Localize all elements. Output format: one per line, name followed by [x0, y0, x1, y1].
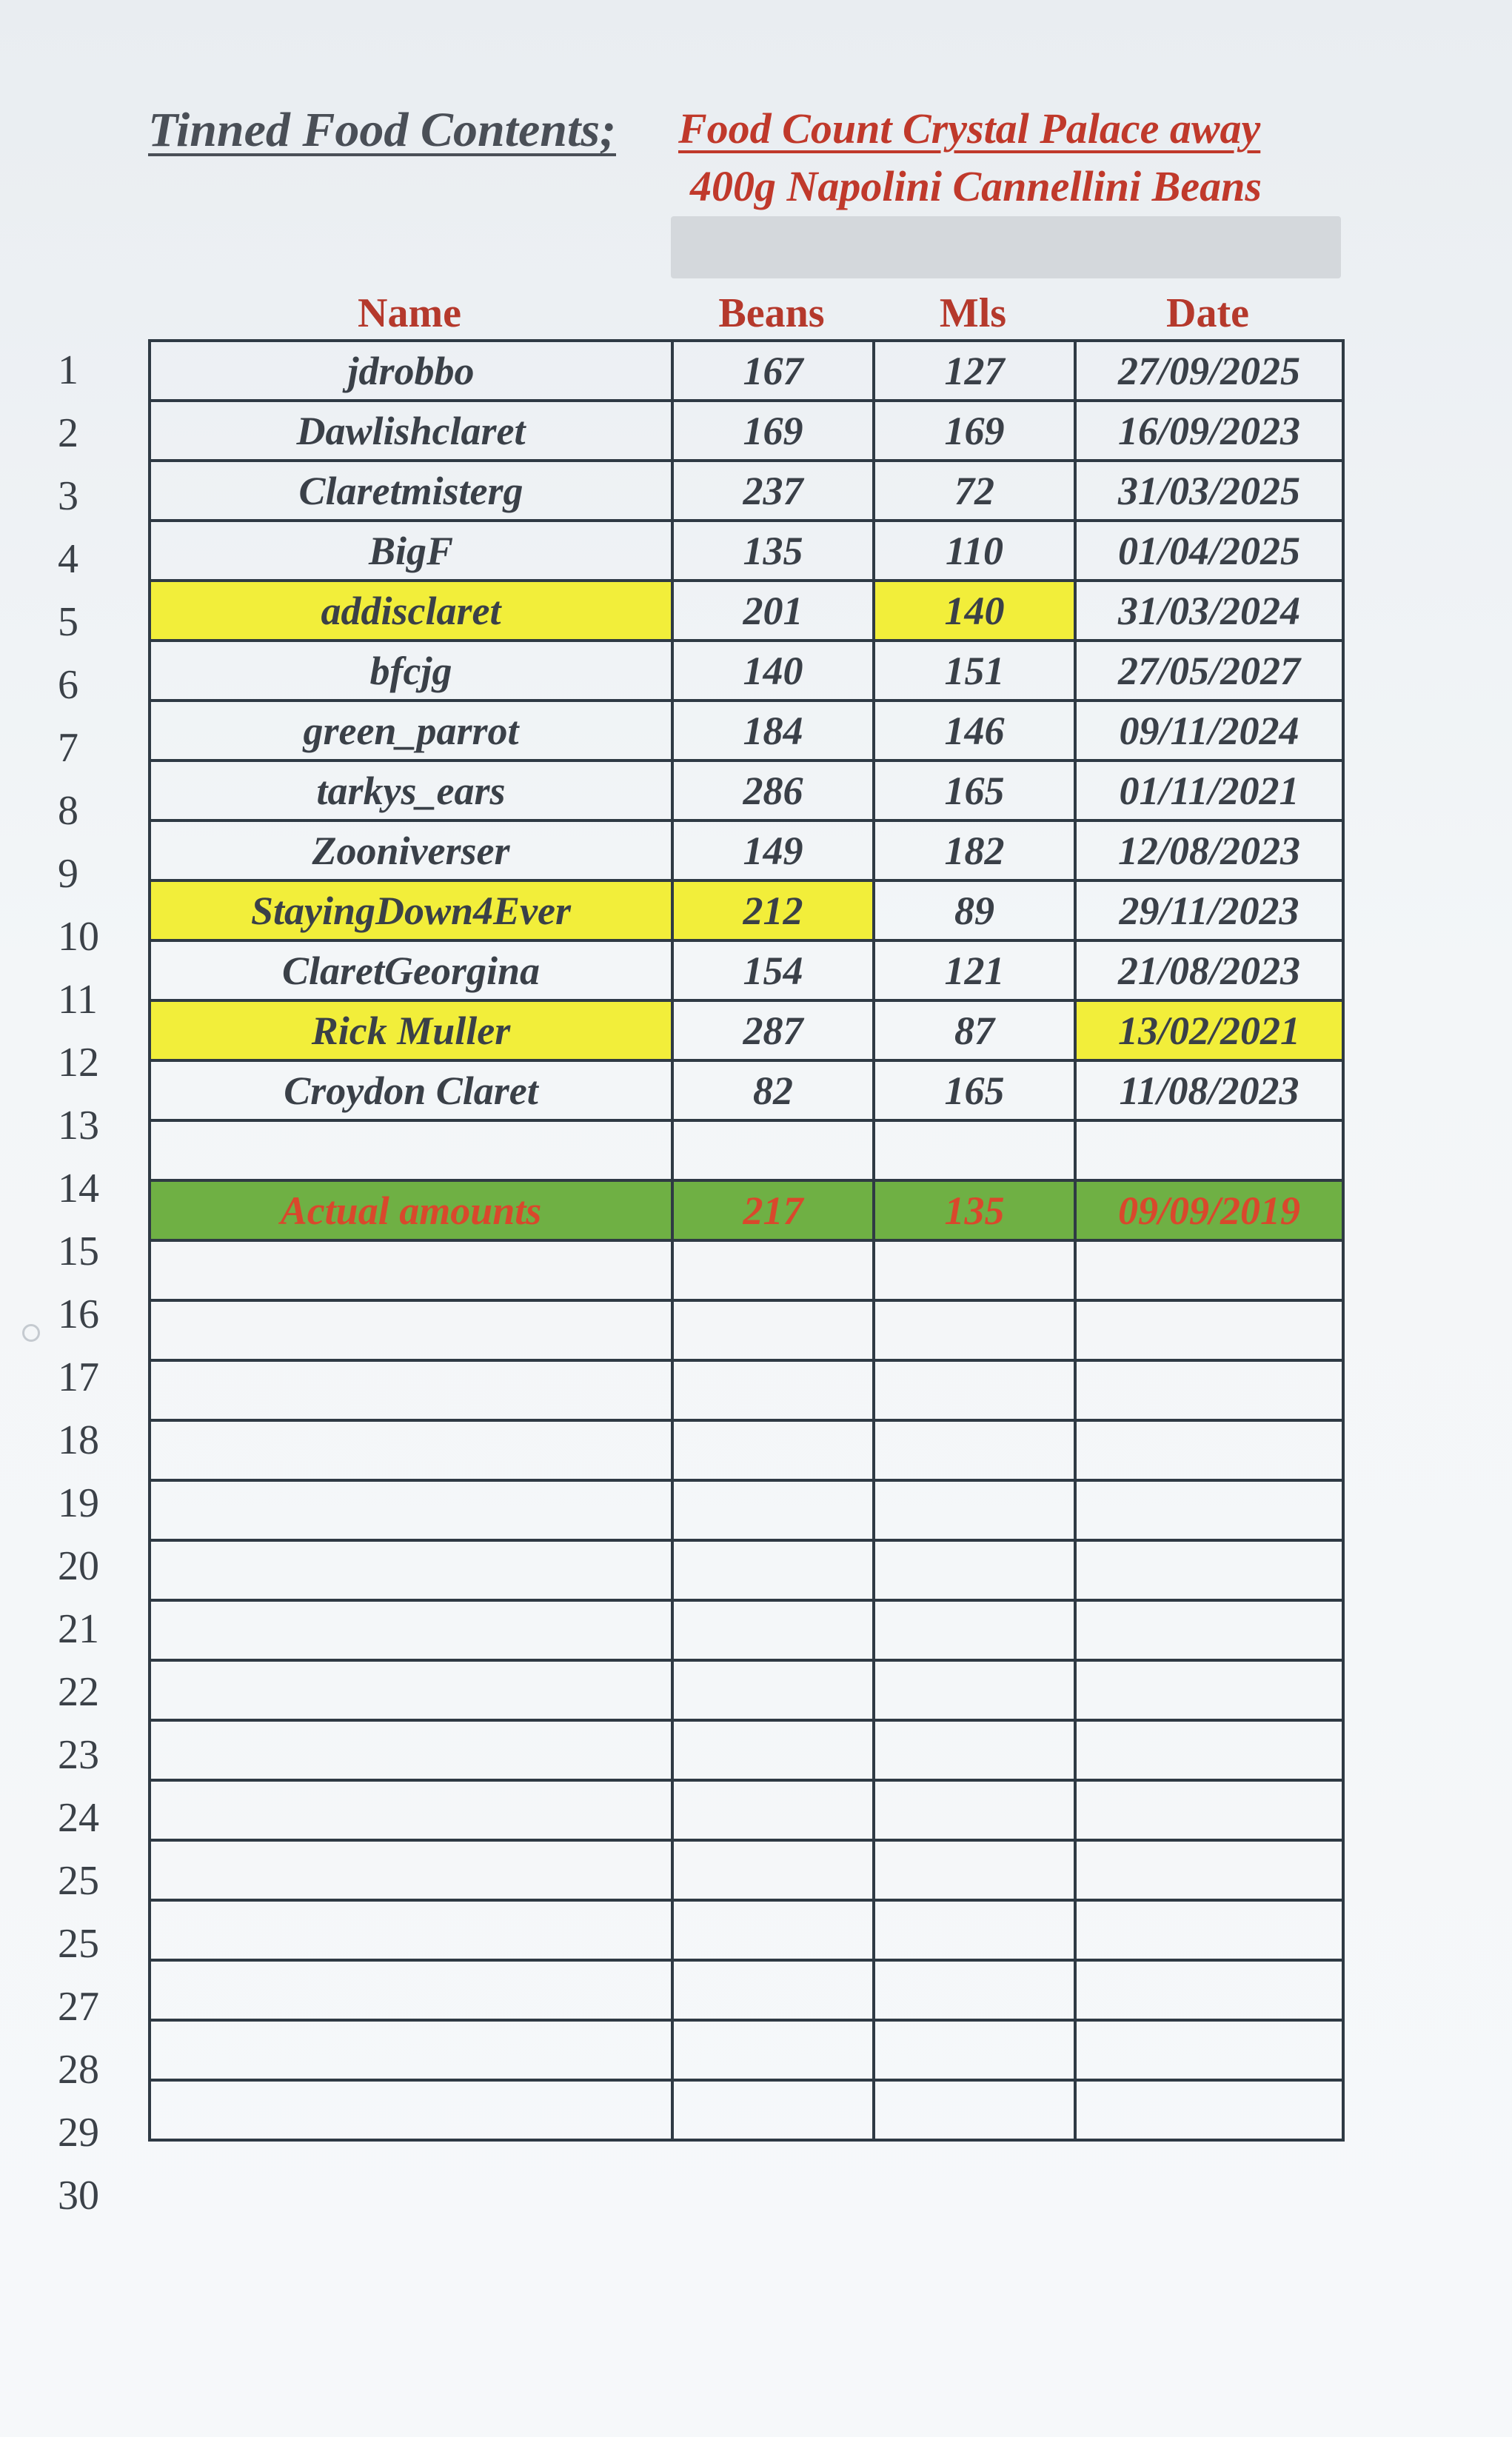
cell-date [1075, 1420, 1343, 1480]
row-number: 5 [58, 599, 78, 645]
cell-date: 01/11/2021 [1075, 760, 1343, 820]
cell-name [150, 1720, 672, 1780]
cell-mls [874, 1540, 1075, 1600]
cell-name [150, 1540, 672, 1600]
row-number: 6 [58, 662, 78, 708]
cell-beans: 140 [672, 641, 874, 701]
cell-name [150, 1420, 672, 1480]
cell-mls: 121 [874, 940, 1075, 1000]
cell-mls [874, 1600, 1075, 1660]
cell-beans [672, 2080, 874, 2140]
row-number: 1 [58, 347, 78, 393]
cell-beans [672, 1780, 874, 1840]
cell-date: 27/09/2025 [1075, 341, 1343, 401]
cell-mls: 165 [874, 1060, 1075, 1120]
punch-hole [22, 1324, 40, 1342]
row-number: 7 [58, 725, 78, 771]
cell-mls [874, 2080, 1075, 2140]
cell-name: Rick Muller [150, 1000, 672, 1060]
cell-date [1075, 1360, 1343, 1420]
cell-date [1075, 1780, 1343, 1840]
row-number: 29 [58, 2110, 99, 2156]
table-row [150, 1420, 1343, 1480]
row-number: 28 [58, 2047, 99, 2093]
cell-name [150, 1480, 672, 1540]
cell-beans [672, 1240, 874, 1300]
cell-name: Zooniverser [150, 820, 672, 880]
header-mls: Mls [939, 290, 1007, 336]
row-number: 8 [58, 788, 78, 834]
cell-beans: 201 [672, 581, 874, 641]
cell-date [1075, 1540, 1343, 1600]
cell-date [1075, 1240, 1343, 1300]
cell-name: BigF [150, 521, 672, 581]
cell-mls [874, 1780, 1075, 1840]
row-number: 24 [58, 1795, 99, 1841]
cell-name [150, 1840, 672, 1900]
cell-mls [874, 1300, 1075, 1360]
cell-beans [672, 1300, 874, 1360]
table-row [150, 341, 1343, 401]
cell-date [1075, 1480, 1343, 1540]
cell-beans [672, 2020, 874, 2080]
table-row [150, 1360, 1343, 1420]
table-row [150, 1780, 1343, 1840]
row-number: 15 [58, 1228, 99, 1274]
table-row [150, 1240, 1343, 1300]
cell-beans [672, 1420, 874, 1480]
table-row [150, 1660, 1343, 1720]
cell-date [1075, 1300, 1343, 1360]
row-number: 20 [58, 1543, 99, 1589]
row-number: 17 [58, 1354, 99, 1400]
cell-beans [672, 1660, 874, 1720]
cell-date: 13/02/2021 [1075, 1000, 1343, 1060]
cell-name [150, 1360, 672, 1420]
cell-date [1075, 1840, 1343, 1900]
table-row [150, 820, 1343, 880]
cell-name: addisclaret [150, 581, 672, 641]
table-row [150, 1960, 1343, 2020]
row-number: 25 [58, 1921, 99, 1967]
cell-beans: 149 [672, 820, 874, 880]
cell-name [150, 1900, 672, 1960]
cell-name [150, 1780, 672, 1840]
cell-beans: 212 [672, 880, 874, 940]
cell-name: Croydon Claret [150, 1060, 672, 1120]
cell-beans: 237 [672, 461, 874, 521]
cell-name: Claretmisterg [150, 461, 672, 521]
cell-date: 09/11/2024 [1075, 701, 1343, 760]
row-number: 25 [58, 1858, 99, 1904]
cell-name: green_parrot [150, 701, 672, 760]
cell-beans: 169 [672, 401, 874, 461]
table-row [150, 401, 1343, 461]
cell-date: 31/03/2025 [1075, 461, 1343, 521]
row-number: 13 [58, 1103, 99, 1149]
cell-date [1075, 1960, 1343, 2020]
table-row [150, 1720, 1343, 1780]
cell-beans [672, 1480, 874, 1540]
cell-date [1075, 2080, 1343, 2140]
cell-mls: 72 [874, 461, 1075, 521]
table-row [150, 1060, 1343, 1120]
cell-beans: 82 [672, 1060, 874, 1120]
cell-date: 01/04/2025 [1075, 521, 1343, 581]
row-number: 12 [58, 1040, 99, 1086]
table-row [150, 461, 1343, 521]
cell-mls [874, 1720, 1075, 1780]
cell-date: 09/09/2019 [1075, 1180, 1343, 1240]
cell-beans [672, 1360, 874, 1420]
cell-beans [672, 1840, 874, 1900]
table-row [150, 1480, 1343, 1540]
table-row [150, 1540, 1343, 1600]
cell-mls [874, 1120, 1075, 1180]
cell-name [150, 1120, 672, 1180]
cell-beans: 217 [672, 1180, 874, 1240]
table-row [150, 641, 1343, 701]
cell-date [1075, 1720, 1343, 1780]
cell-mls [874, 1960, 1075, 2020]
product-subtitle: 400g Napolini Cannellini Beans [690, 162, 1262, 210]
row-number: 2 [58, 410, 78, 456]
table-row [150, 1000, 1343, 1060]
cell-beans [672, 1600, 874, 1660]
table-row [150, 2080, 1343, 2140]
header-name: Name [358, 290, 461, 336]
row-number: 9 [58, 851, 78, 897]
header-date: Date [1166, 290, 1249, 336]
table-row [150, 1120, 1343, 1180]
row-number: 19 [58, 1480, 99, 1526]
cell-date [1075, 2020, 1343, 2080]
table-row [150, 701, 1343, 760]
cell-mls [874, 1840, 1075, 1900]
cell-name: Dawlishclaret [150, 401, 672, 461]
cell-mls: 165 [874, 760, 1075, 820]
cell-date: 21/08/2023 [1075, 940, 1343, 1000]
cell-date: 29/11/2023 [1075, 880, 1343, 940]
table-row [150, 581, 1343, 641]
cell-mls: 87 [874, 1000, 1075, 1060]
cell-beans [672, 1960, 874, 2020]
cell-date: 27/05/2027 [1075, 641, 1343, 701]
cell-mls [874, 2020, 1075, 2080]
event-title: Food Count Crystal Palace away [678, 104, 1261, 153]
cell-beans: 135 [672, 521, 874, 581]
cell-date [1075, 1900, 1343, 1960]
table-row [150, 1900, 1343, 1960]
row-number: 14 [58, 1166, 99, 1211]
row-number: 23 [58, 1732, 99, 1778]
cell-beans: 286 [672, 760, 874, 820]
cell-mls: 182 [874, 820, 1075, 880]
cell-mls: 146 [874, 701, 1075, 760]
cell-name [150, 1600, 672, 1660]
cell-name [150, 2080, 672, 2140]
cell-beans [672, 1540, 874, 1600]
cell-date: 12/08/2023 [1075, 820, 1343, 880]
row-number-column [44, 339, 148, 2227]
cell-beans: 287 [672, 1000, 874, 1060]
row-number: 21 [58, 1606, 99, 1652]
table-row [150, 1600, 1343, 1660]
column-headers [148, 287, 1342, 339]
row-number: 22 [58, 1669, 99, 1715]
table-row [150, 2020, 1343, 2080]
cell-mls: 127 [874, 341, 1075, 401]
cell-name: bfcjg [150, 641, 672, 701]
row-number: 10 [58, 914, 99, 960]
table-row [150, 1840, 1343, 1900]
row-number: 4 [58, 536, 78, 582]
row-number: 30 [58, 2173, 99, 2219]
cell-date [1075, 1120, 1343, 1180]
cell-date [1075, 1660, 1343, 1720]
cell-mls [874, 1420, 1075, 1480]
cell-beans [672, 1720, 874, 1780]
cell-mls [874, 1240, 1075, 1300]
table-row [150, 521, 1343, 581]
row-number: 3 [58, 473, 78, 519]
cell-beans [672, 1120, 874, 1180]
cell-mls [874, 1480, 1075, 1540]
row-number: 27 [58, 1984, 99, 2030]
cell-mls [874, 1660, 1075, 1720]
row-number: 18 [58, 1417, 99, 1463]
cell-beans [672, 1900, 874, 1960]
cell-mls [874, 1360, 1075, 1420]
cell-name [150, 1300, 672, 1360]
cell-mls: 169 [874, 401, 1075, 461]
cell-beans: 184 [672, 701, 874, 760]
cell-name [150, 1960, 672, 2020]
cell-date [1075, 1600, 1343, 1660]
cell-mls: 151 [874, 641, 1075, 701]
cell-name: jdrobbo [150, 341, 672, 401]
cell-beans: 167 [672, 341, 874, 401]
cell-name [150, 2020, 672, 2080]
cell-date: 11/08/2023 [1075, 1060, 1343, 1120]
cell-name: StayingDown4Ever [150, 880, 672, 940]
cell-name: Actual amounts [150, 1180, 672, 1240]
table-row [150, 760, 1343, 820]
row-number: 16 [58, 1291, 99, 1337]
sheet-title: Tinned Food Contents; [148, 103, 616, 157]
cell-beans: 154 [672, 940, 874, 1000]
cell-mls: 135 [874, 1180, 1075, 1240]
cell-name [150, 1240, 672, 1300]
cell-mls: 110 [874, 521, 1075, 581]
cell-name: ClaretGeorgina [150, 940, 672, 1000]
redacted-box [671, 216, 1341, 278]
cell-date: 31/03/2024 [1075, 581, 1343, 641]
table-row [150, 1180, 1343, 1240]
cell-mls: 140 [874, 581, 1075, 641]
table-row [150, 1300, 1343, 1360]
cell-date: 16/09/2023 [1075, 401, 1343, 461]
table-row [150, 940, 1343, 1000]
cell-mls [874, 1900, 1075, 1960]
row-number: 11 [58, 977, 98, 1023]
cell-name: tarkys_ears [150, 760, 672, 820]
header-beans: Beans [718, 290, 825, 336]
contents-table [148, 339, 1345, 2142]
cell-name [150, 1660, 672, 1720]
table-row [150, 880, 1343, 940]
cell-mls: 89 [874, 880, 1075, 940]
